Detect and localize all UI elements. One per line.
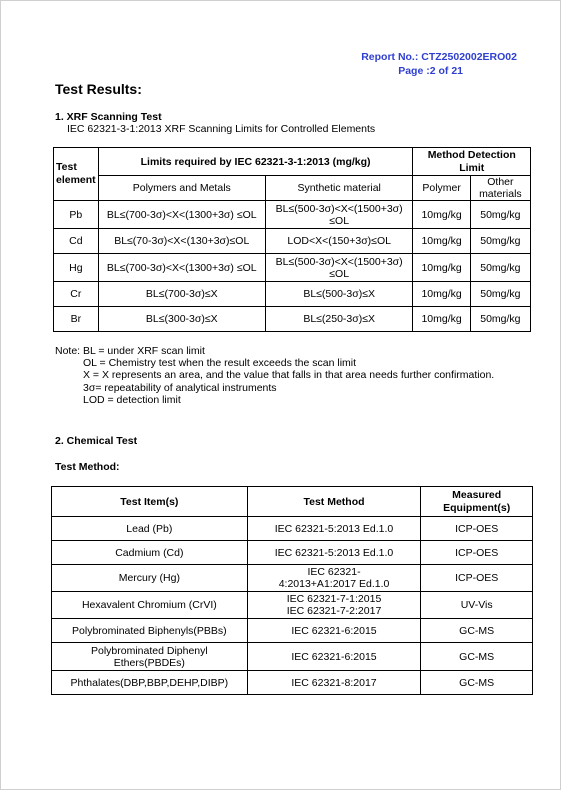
mdl-cell: 50mg/kg [470,201,530,229]
test-item-cell: Phthalates(DBP,BBP,DEHP,DIBP) [52,671,248,695]
mdl-cell: 50mg/kg [470,254,530,282]
section-heading-xrf: 1. XRF Scanning Test [55,111,162,123]
mdl-cell: 10mg/kg [413,307,470,332]
test-item-cell: Lead (Pb) [52,517,248,541]
table-row [52,643,533,671]
test-item-cell: Hexavalent Chromium (CrVI) [52,592,248,619]
note-line: Note: BL = under XRF scan limit [55,345,205,357]
header-test-items: Test Item(s) [52,487,248,517]
test-method-cell: IEC 62321-7-1:2015 IEC 62321-7-2:2017 [247,592,421,619]
note-line: X = X represents an area, and the value that falls in that area needs further confirmation. [83,369,495,382]
limit-cell: BL≤(500-3σ)≤X [265,282,413,307]
header-other-materials: Other materials [470,176,530,201]
page-number: Page :2 of 21 [398,65,463,77]
test-method-cell: IEC 62321-8:2017 [247,671,421,695]
table-row [54,201,531,229]
table-row [54,282,531,307]
limit-cell: BL≤(700-3σ)<X<(1300+3σ) ≤OL [98,254,265,282]
table-row [52,541,533,565]
limit-cell: BL≤(70-3σ)<X<(130+3σ)≤OL [98,229,265,254]
table-row [54,307,531,332]
limit-cell: LOD<X<(150+3σ)≤OL [265,229,413,254]
note-line: LOD = detection limit [83,393,181,406]
header-synthetic-material: Synthetic material [265,176,413,201]
table-row [52,592,533,619]
equipment-cell: GC-MS [421,619,533,643]
limit-cell: BL≤(700-3σ)≤X [98,282,265,307]
equipment-cell: GC-MS [421,643,533,671]
xrf-notes [55,345,494,406]
equipment-cell: ICP-OES [421,565,533,592]
note-line: OL = Chemistry test when the result exceeds the scan limit [83,357,357,370]
header-limits: Limits required by IEC 62321-3-1:2013 (mg/kg) [98,148,413,176]
test-method-label: Test Method: [55,461,120,473]
limit-cell: BL≤(500-3σ)<X<(1500+3σ) ≤OL [265,254,413,282]
equipment-cell: UV-Vis [421,592,533,619]
mdl-cell: 10mg/kg [413,229,470,254]
mdl-cell: 10mg/kg [413,201,470,229]
note-line: 3σ= repeatability of analytical instruments [83,381,277,394]
limit-cell: BL≤(300-3σ)≤X [98,307,265,332]
header-test-element: Test element [54,148,99,201]
header-method-detection-limit: Method Detection Limit [413,148,531,176]
report-number: Report No.: CTZ2502002ERO02 [361,51,517,63]
table-row [52,671,533,695]
equipment-cell: ICP-OES [421,517,533,541]
section-heading-chemical: 2. Chemical Test [55,435,138,447]
mdl-cell: 10mg/kg [413,282,470,307]
table-row [52,565,533,592]
limit-cell: BL≤(700-3σ)<X<(1300+3σ) ≤OL [98,201,265,229]
element-cell: Hg [54,254,99,282]
page-title: Test Results: [55,81,142,97]
mdl-cell: 50mg/kg [470,282,530,307]
mdl-cell: 50mg/kg [470,307,530,332]
equipment-cell: GC-MS [421,671,533,695]
limit-cell: BL≤(500-3σ)<X<(1500+3σ) ≤OL [265,201,413,229]
mdl-cell: 10mg/kg [413,254,470,282]
element-cell: Pb [54,201,99,229]
xrf-limits-table [53,147,531,332]
test-method-cell: IEC 62321-4:2013+A1:2017 Ed.1.0 [247,565,421,592]
test-item-cell: Polybrominated Diphenyl Ethers(PBDEs) [52,643,248,671]
table-row [54,229,531,254]
section-subtitle-xrf: IEC 62321-3-1:2013 XRF Scanning Limits for Controlled Elements [67,123,376,135]
mdl-cell: 50mg/kg [470,229,530,254]
element-cell: Cd [54,229,99,254]
element-cell: Br [54,307,99,332]
test-item-cell: Cadmium (Cd) [52,541,248,565]
equipment-cell: ICP-OES [421,541,533,565]
limit-cell: BL≤(250-3σ)≤X [265,307,413,332]
test-item-cell: Polybrominated Biphenyls(PBBs) [52,619,248,643]
test-method-cell: IEC 62321-6:2015 [247,643,421,671]
test-item-cell: Mercury (Hg) [52,565,248,592]
chemical-test-table [51,486,533,695]
test-method-cell: IEC 62321-5:2013 Ed.1.0 [247,517,421,541]
element-cell: Cr [54,282,99,307]
test-method-cell: IEC 62321-6:2015 [247,619,421,643]
header-polymers-metals: Polymers and Metals [98,176,265,201]
header-measured-equipment: Measured Equipment(s) [421,487,533,517]
table-row [54,254,531,282]
header-test-method: Test Method [247,487,421,517]
header-polymer: Polymer [413,176,470,201]
test-method-cell: IEC 62321-5:2013 Ed.1.0 [247,541,421,565]
table-row [52,517,533,541]
table-row [52,619,533,643]
